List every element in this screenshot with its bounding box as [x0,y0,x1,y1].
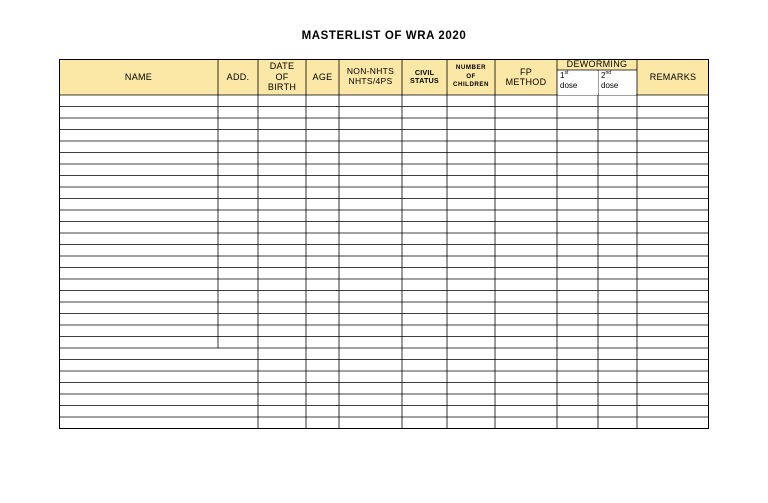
table-grid [59,59,709,429]
dose-2-number: 2 [601,71,606,80]
masterlist-table [59,59,709,429]
dose-1-label: dose [560,81,578,90]
table-border [60,60,709,429]
header-deworming: DEWORMING [566,59,628,70]
dose-1-number: 1 [560,71,565,80]
header-dose-2 [599,71,636,95]
header-address: ADD. [226,71,250,82]
page-title: MASTERLIST OF WRA 2020 [301,30,467,42]
dose-2-suffix: nd [605,70,612,76]
header-number-of-children: NUMBER OF CHILDREN [453,64,489,89]
header-age: AGE [312,71,333,82]
header-civil-status: CIVIL STATUS [410,67,439,85]
dose-1-suffix: st [564,70,569,76]
header-non-nhts: NON-NHTS NHTS/4PS [346,66,395,86]
header-name: NAME [124,71,153,82]
header-fp-method: FP METHOD [505,66,547,87]
dose-2-label: dose [601,81,619,90]
header-date-of-birth: DATE OF BIRTH [267,61,297,93]
header-dose-1 [558,71,598,95]
header-remarks: REMARKS [649,71,697,82]
